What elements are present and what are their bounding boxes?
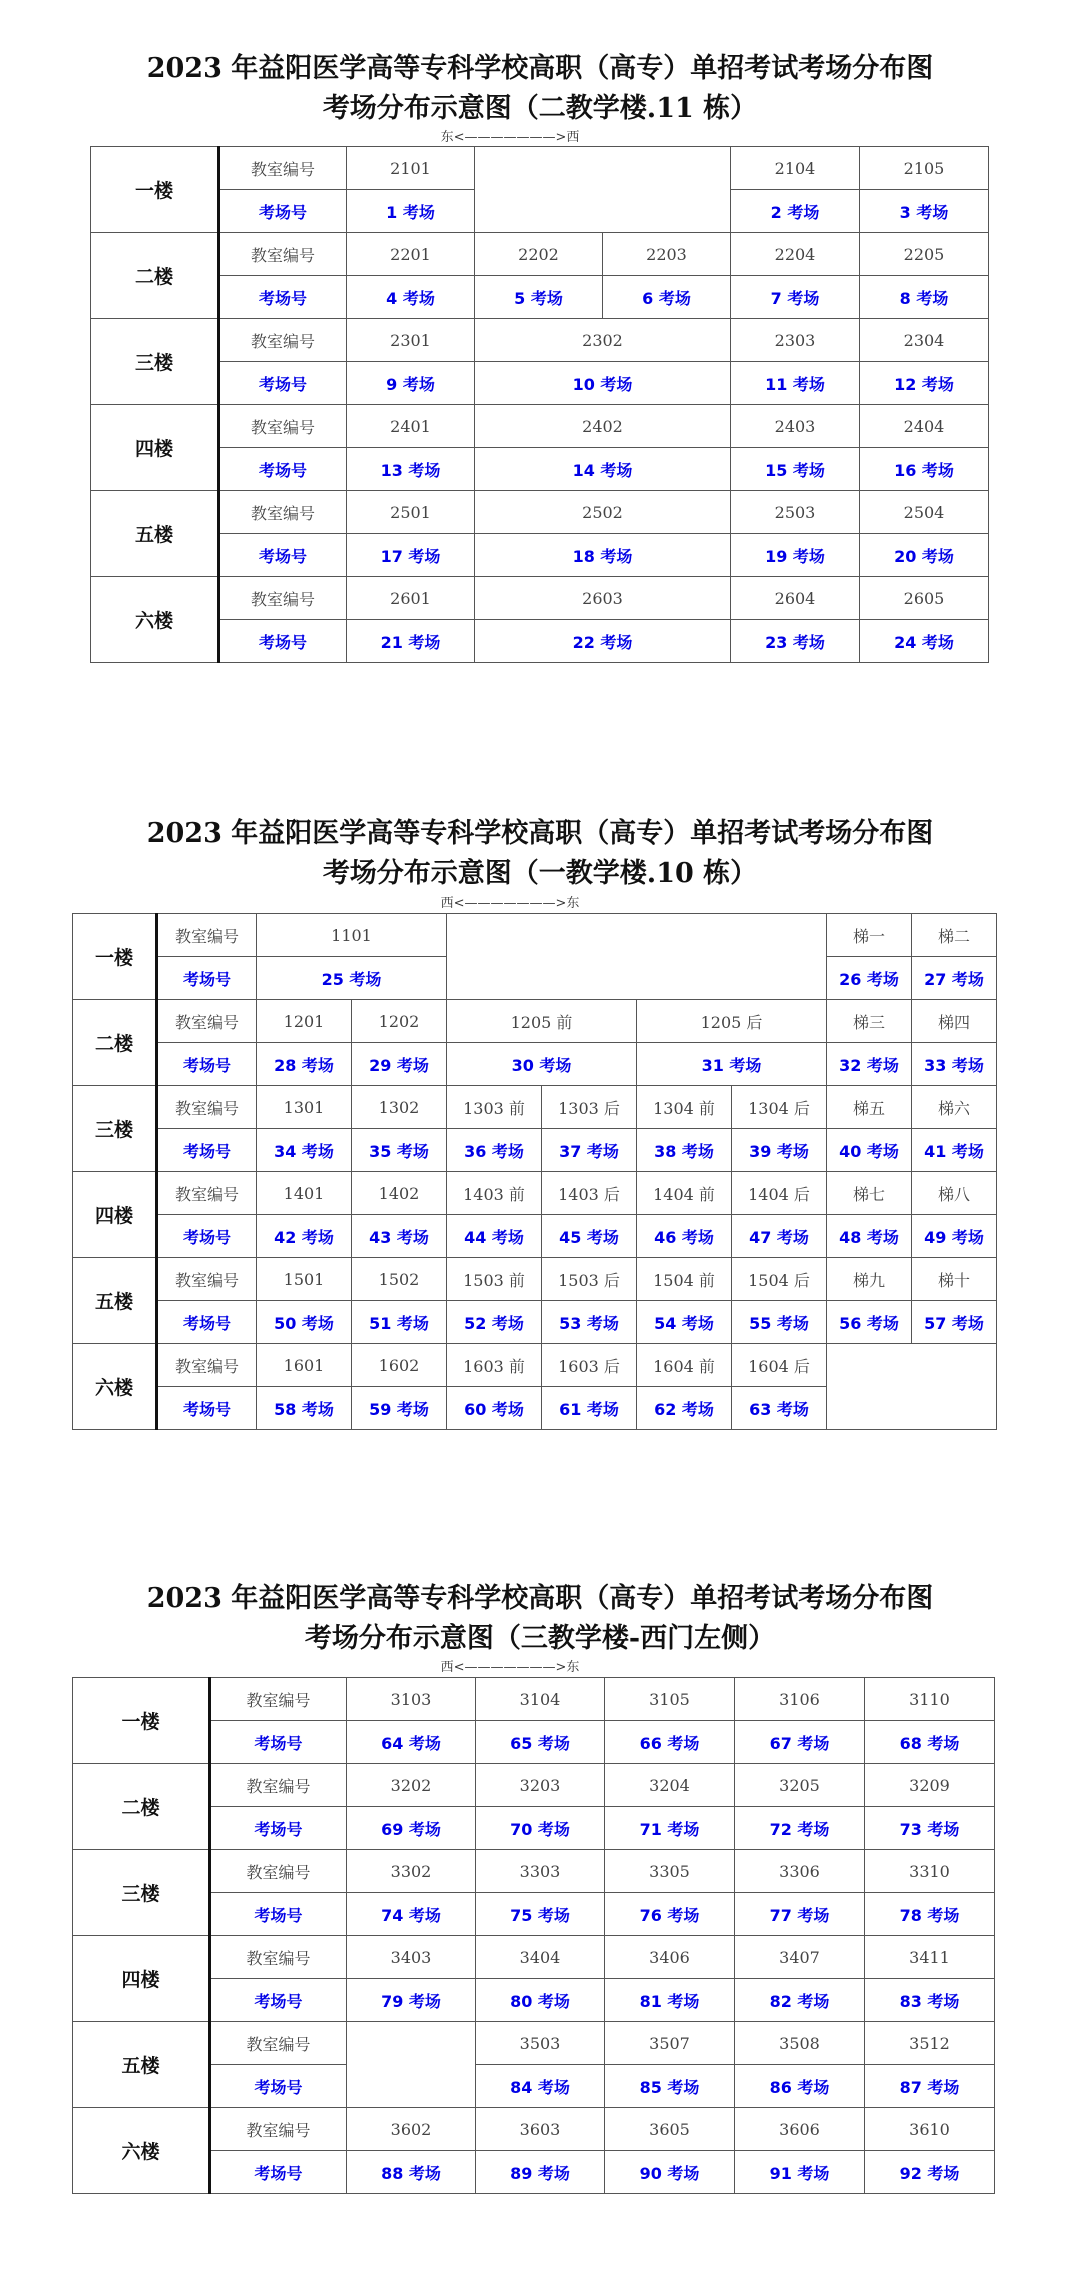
room-number: 1602 [352,1344,447,1387]
floor-label: 四楼 [73,1936,210,2022]
exam-room: 87 考场 [865,2065,995,2108]
room-number: 3110 [865,1678,995,1721]
exam-room: 14 考场 [475,448,731,491]
room-number: 3403 [347,1936,476,1979]
room-number-label: 教室编号 [210,1936,347,1979]
exam-room: 78 考场 [865,1893,995,1936]
exam-number-label: 考场号 [219,362,347,405]
room-number: 3411 [865,1936,995,1979]
exam-number-label: 考场号 [157,1387,257,1430]
exam-number-label: 考场号 [219,190,347,233]
room-number: 3406 [605,1936,735,1979]
table-row [91,362,989,405]
exam-room: 69 考场 [347,1807,476,1850]
exam-room: 80 考场 [476,1979,605,2022]
room-number: 2203 [603,233,731,276]
room-number: 1202 [352,1000,447,1043]
table-row [91,448,989,491]
exam-room: 4 考场 [347,276,475,319]
room-number: 2303 [731,319,860,362]
exam-number-label: 考场号 [219,620,347,663]
exam-room: 35 考场 [352,1129,447,1172]
table-row [73,1000,997,1043]
exam-room: 54 考场 [637,1301,732,1344]
room-number: 1402 [352,1172,447,1215]
room-number: 3209 [865,1764,995,1807]
table-row [73,1807,995,1850]
exam-room: 16 考场 [860,448,989,491]
room-number: 3404 [476,1936,605,1979]
room-number: 1205 前 [447,1000,637,1043]
exam-room: 56 考场 [827,1301,912,1344]
exam-room: 18 考场 [475,534,731,577]
table-row [73,1893,995,1936]
room-number: 2202 [475,233,603,276]
floor-label: 六楼 [73,2108,210,2194]
exam-room: 55 考场 [732,1301,827,1344]
exam-room: 85 考场 [605,2065,735,2108]
exam-room: 36 考场 [447,1129,542,1172]
exam-room: 72 考场 [735,1807,865,1850]
exam-room: 50 考场 [257,1301,352,1344]
exam-room: 51 考场 [352,1301,447,1344]
room-number: 1403 前 [447,1172,542,1215]
exam-room: 38 考场 [637,1129,732,1172]
room-number-label: 教室编号 [210,1678,347,1721]
section-3-table [72,1677,995,2194]
room-number: 3203 [476,1764,605,1807]
room-number: 3507 [605,2022,735,2065]
floor-label: 二楼 [73,1764,210,1850]
room-number: 3310 [865,1850,995,1893]
table-row [73,1043,997,1086]
exam-room: 92 考场 [865,2151,995,2194]
exam-room: 70 考场 [476,1807,605,1850]
room-number: 2605 [860,577,989,620]
exam-room: 41 考场 [912,1129,997,1172]
exam-room: 49 考场 [912,1215,997,1258]
room-number: 3503 [476,2022,605,2065]
table-row [73,1936,995,1979]
table-row [73,914,997,957]
room-number: 1501 [257,1258,352,1301]
exam-number-label: 考场号 [219,276,347,319]
exam-room: 8 考场 [860,276,989,319]
floor-label: 一楼 [73,1678,210,1764]
room-number: 2304 [860,319,989,362]
exam-number-label: 考场号 [210,2065,347,2108]
room-number: 1304 前 [637,1086,732,1129]
section-1-title: 2023 年益阳医学高等专科学校高职（高专）单招考试考场分布图 [146,53,934,84]
exam-room: 42 考场 [257,1215,352,1258]
floor-label: 五楼 [73,1258,157,1344]
exam-room: 47 考场 [732,1215,827,1258]
room-number: 1603 后 [542,1344,637,1387]
exam-number-label: 考场号 [210,1807,347,1850]
exam-room: 45 考场 [542,1215,637,1258]
floor-label: 六楼 [73,1344,157,1430]
room-number-label: 教室编号 [210,2022,347,2065]
room-number-label: 教室编号 [157,1172,257,1215]
table-row [91,577,989,620]
room-number: 3610 [865,2108,995,2151]
exam-room: 27 考场 [912,957,997,1000]
exam-room: 79 考场 [347,1979,476,2022]
exam-room: 31 考场 [637,1043,827,1086]
exam-room: 66 考场 [605,1721,735,1764]
exam-number-label: 考场号 [157,1215,257,1258]
floor-label: 六楼 [91,577,219,663]
exam-room: 25 考场 [257,957,447,1000]
exam-room: 73 考场 [865,1807,995,1850]
room-number: 1303 前 [447,1086,542,1129]
exam-room: 91 考场 [735,2151,865,2194]
exam-room: 86 考场 [735,2065,865,2108]
floor-label: 三楼 [73,1086,157,1172]
room-number-label: 教室编号 [157,1000,257,1043]
room-number-label: 教室编号 [219,491,347,534]
room-number: 3204 [605,1764,735,1807]
room-number: 1504 后 [732,1258,827,1301]
room-number: 3407 [735,1936,865,1979]
room-number-label: 教室编号 [210,2108,347,2151]
room-number: 3306 [735,1850,865,1893]
room-number: 1101 [257,914,447,957]
room-number-label: 教室编号 [157,1344,257,1387]
room-number: 1603 前 [447,1344,542,1387]
exam-number-label: 考场号 [157,1129,257,1172]
exam-room: 6 考场 [603,276,731,319]
table-row [91,233,989,276]
exam-room: 48 考场 [827,1215,912,1258]
exam-room: 74 考场 [347,1893,476,1936]
room-number: 1301 [257,1086,352,1129]
exam-room: 22 考场 [475,620,731,663]
room-number-label: 教室编号 [219,233,347,276]
exam-number-label: 考场号 [219,448,347,491]
room-number: 梯一 [827,914,912,957]
exam-room: 15 考场 [731,448,860,491]
exam-room: 88 考场 [347,2151,476,2194]
room-number: 3104 [476,1678,605,1721]
exam-number-label: 考场号 [210,1721,347,1764]
room-number: 2603 [475,577,731,620]
table-row [73,1979,995,2022]
floor-label: 一楼 [91,147,219,233]
table-row [73,1721,995,1764]
room-number: 梯五 [827,1086,912,1129]
exam-room: 1 考场 [347,190,475,233]
exam-room: 59 考场 [352,1387,447,1430]
exam-number-label: 考场号 [157,957,257,1000]
room-number-label: 教室编号 [157,914,257,957]
exam-room: 33 考场 [912,1043,997,1086]
table-row [73,2065,995,2108]
exam-room: 46 考场 [637,1215,732,1258]
exam-room: 63 考场 [732,1387,827,1430]
room-number: 1404 前 [637,1172,732,1215]
room-number: 1205 后 [637,1000,827,1043]
floor-label: 二楼 [91,233,219,319]
exam-room: 17 考场 [347,534,475,577]
room-number: 1502 [352,1258,447,1301]
room-number-label: 教室编号 [210,1764,347,1807]
exam-number-label: 考场号 [210,1893,347,1936]
room-number: 1303 后 [542,1086,637,1129]
exam-room: 7 考场 [731,276,860,319]
room-number: 梯三 [827,1000,912,1043]
room-number-label: 教室编号 [219,319,347,362]
exam-room: 60 考场 [447,1387,542,1430]
room-number: 1201 [257,1000,352,1043]
table-row [91,491,989,534]
table-row [73,1301,997,1344]
room-number: 1503 后 [542,1258,637,1301]
table-row [73,1258,997,1301]
room-number-label: 教室编号 [219,147,347,190]
exam-number-label: 考场号 [157,1043,257,1086]
floor-label: 三楼 [73,1850,210,1936]
exam-room: 32 考场 [827,1043,912,1086]
table-row [73,1215,997,1258]
table-row [91,276,989,319]
exam-room: 24 考场 [860,620,989,663]
exam-room: 10 考场 [475,362,731,405]
room-number-label: 教室编号 [219,577,347,620]
exam-room: 64 考场 [347,1721,476,1764]
exam-room: 3 考场 [860,190,989,233]
exam-room: 9 考场 [347,362,475,405]
exam-room: 43 考场 [352,1215,447,1258]
section-2-subtitle: 考场分布示意图（一教学楼.10 栋） [322,858,758,889]
room-number: 3602 [347,2108,476,2151]
exam-room: 52 考场 [447,1301,542,1344]
room-number: 2301 [347,319,475,362]
room-number: 2401 [347,405,475,448]
room-number: 梯七 [827,1172,912,1215]
room-number: 3205 [735,1764,865,1807]
empty-cell [827,1344,997,1430]
exam-room: 81 考场 [605,1979,735,2022]
section-2-direction: 西<———————>东 [440,896,580,911]
room-number: 梯六 [912,1086,997,1129]
room-number: 2501 [347,491,475,534]
room-number: 2402 [475,405,731,448]
floor-label: 四楼 [91,405,219,491]
table-row [73,2108,995,2151]
exam-room: 76 考场 [605,1893,735,1936]
floor-label: 一楼 [73,914,157,1000]
room-number: 3606 [735,2108,865,2151]
exam-room: 61 考场 [542,1387,637,1430]
exam-room: 44 考场 [447,1215,542,1258]
room-number: 3508 [735,2022,865,2065]
section-2-title: 2023 年益阳医学高等专科学校高职（高专）单招考试考场分布图 [146,818,934,849]
empty-cell [347,2022,476,2108]
room-number: 梯八 [912,1172,997,1215]
room-number: 1604 后 [732,1344,827,1387]
room-number: 1604 前 [637,1344,732,1387]
exam-room: 77 考场 [735,1893,865,1936]
room-number: 3202 [347,1764,476,1807]
room-number: 3303 [476,1850,605,1893]
exam-number-label: 考场号 [157,1301,257,1344]
table-row [91,620,989,663]
exam-number-label: 考场号 [210,2151,347,2194]
room-number: 2302 [475,319,731,362]
floor-label: 二楼 [73,1000,157,1086]
section-1-subtitle: 考场分布示意图（二教学楼.11 栋） [322,93,758,124]
exam-room: 19 考场 [731,534,860,577]
room-number: 2204 [731,233,860,276]
room-number: 梯四 [912,1000,997,1043]
exam-number-label: 考场号 [219,534,347,577]
room-number: 梯十 [912,1258,997,1301]
exam-room: 62 考场 [637,1387,732,1430]
room-number-label: 教室编号 [219,405,347,448]
exam-room: 53 考场 [542,1301,637,1344]
section-1-direction: 东<———————>西 [440,130,580,145]
table-row [91,147,989,190]
section-3-title: 2023 年益阳医学高等专科学校高职（高专）单招考试考场分布图 [146,1583,934,1614]
room-number: 1503 前 [447,1258,542,1301]
exam-room: 21 考场 [347,620,475,663]
exam-room: 34 考场 [257,1129,352,1172]
exam-room: 67 考场 [735,1721,865,1764]
room-number: 3305 [605,1850,735,1893]
exam-room: 12 考场 [860,362,989,405]
table-row [73,2151,995,2194]
table-row [91,319,989,362]
table-row [73,1850,995,1893]
table-row [73,1129,997,1172]
room-number: 2601 [347,577,475,620]
room-number: 2201 [347,233,475,276]
room-number: 3512 [865,2022,995,2065]
room-number: 2604 [731,577,860,620]
room-number: 3103 [347,1678,476,1721]
empty-cell [475,147,731,233]
floor-label: 三楼 [91,319,219,405]
exam-room: 58 考场 [257,1387,352,1430]
exam-room: 84 考场 [476,2065,605,2108]
room-number: 1404 后 [732,1172,827,1215]
room-number: 2404 [860,405,989,448]
room-number: 梯二 [912,914,997,957]
table-row [73,1172,997,1215]
exam-room: 13 考场 [347,448,475,491]
floor-label: 五楼 [73,2022,210,2108]
table-row [73,1344,997,1387]
floor-label: 五楼 [91,491,219,577]
room-number: 1304 后 [732,1086,827,1129]
room-number: 2403 [731,405,860,448]
room-number: 3106 [735,1678,865,1721]
exam-room: 26 考场 [827,957,912,1000]
section-3-subtitle: 考场分布示意图（三教学楼-西门左侧） [304,1623,776,1654]
table-row [73,2022,995,2065]
exam-room: 71 考场 [605,1807,735,1850]
room-number: 1601 [257,1344,352,1387]
exam-room: 2 考场 [731,190,860,233]
room-number: 2503 [731,491,860,534]
exam-room: 29 考场 [352,1043,447,1086]
exam-room: 39 考场 [732,1129,827,1172]
room-number: 3605 [605,2108,735,2151]
room-number: 2105 [860,147,989,190]
room-number-label: 教室编号 [157,1086,257,1129]
room-number: 2104 [731,147,860,190]
room-number: 梯九 [827,1258,912,1301]
exam-room: 75 考场 [476,1893,605,1936]
room-number: 3603 [476,2108,605,2151]
room-number: 1504 前 [637,1258,732,1301]
room-number: 3105 [605,1678,735,1721]
exam-room: 20 考场 [860,534,989,577]
exam-room: 68 考场 [865,1721,995,1764]
room-number: 1302 [352,1086,447,1129]
room-number: 3302 [347,1850,476,1893]
exam-room: 65 考场 [476,1721,605,1764]
room-number-label: 教室编号 [210,1850,347,1893]
exam-room: 90 考场 [605,2151,735,2194]
room-number: 2504 [860,491,989,534]
floor-label: 四楼 [73,1172,157,1258]
table-row [91,405,989,448]
exam-room: 83 考场 [865,1979,995,2022]
exam-room: 5 考场 [475,276,603,319]
section-1-table [90,146,989,663]
exam-room: 40 考场 [827,1129,912,1172]
exam-number-label: 考场号 [210,1979,347,2022]
exam-room: 28 考场 [257,1043,352,1086]
room-number: 2101 [347,147,475,190]
room-number: 2205 [860,233,989,276]
exam-room: 23 考场 [731,620,860,663]
section-3-direction: 西<———————>东 [440,1660,580,1675]
empty-cell [447,914,827,1000]
table-row [73,1086,997,1129]
exam-room: 82 考场 [735,1979,865,2022]
section-2-table [72,913,997,1430]
table-row [73,1678,995,1721]
exam-room: 30 考场 [447,1043,637,1086]
room-number-label: 教室编号 [157,1258,257,1301]
table-row [73,1764,995,1807]
room-number: 1403 后 [542,1172,637,1215]
exam-room: 37 考场 [542,1129,637,1172]
exam-room: 11 考场 [731,362,860,405]
exam-room: 89 考场 [476,2151,605,2194]
table-row [91,534,989,577]
room-number: 2502 [475,491,731,534]
exam-room: 57 考场 [912,1301,997,1344]
room-number: 1401 [257,1172,352,1215]
